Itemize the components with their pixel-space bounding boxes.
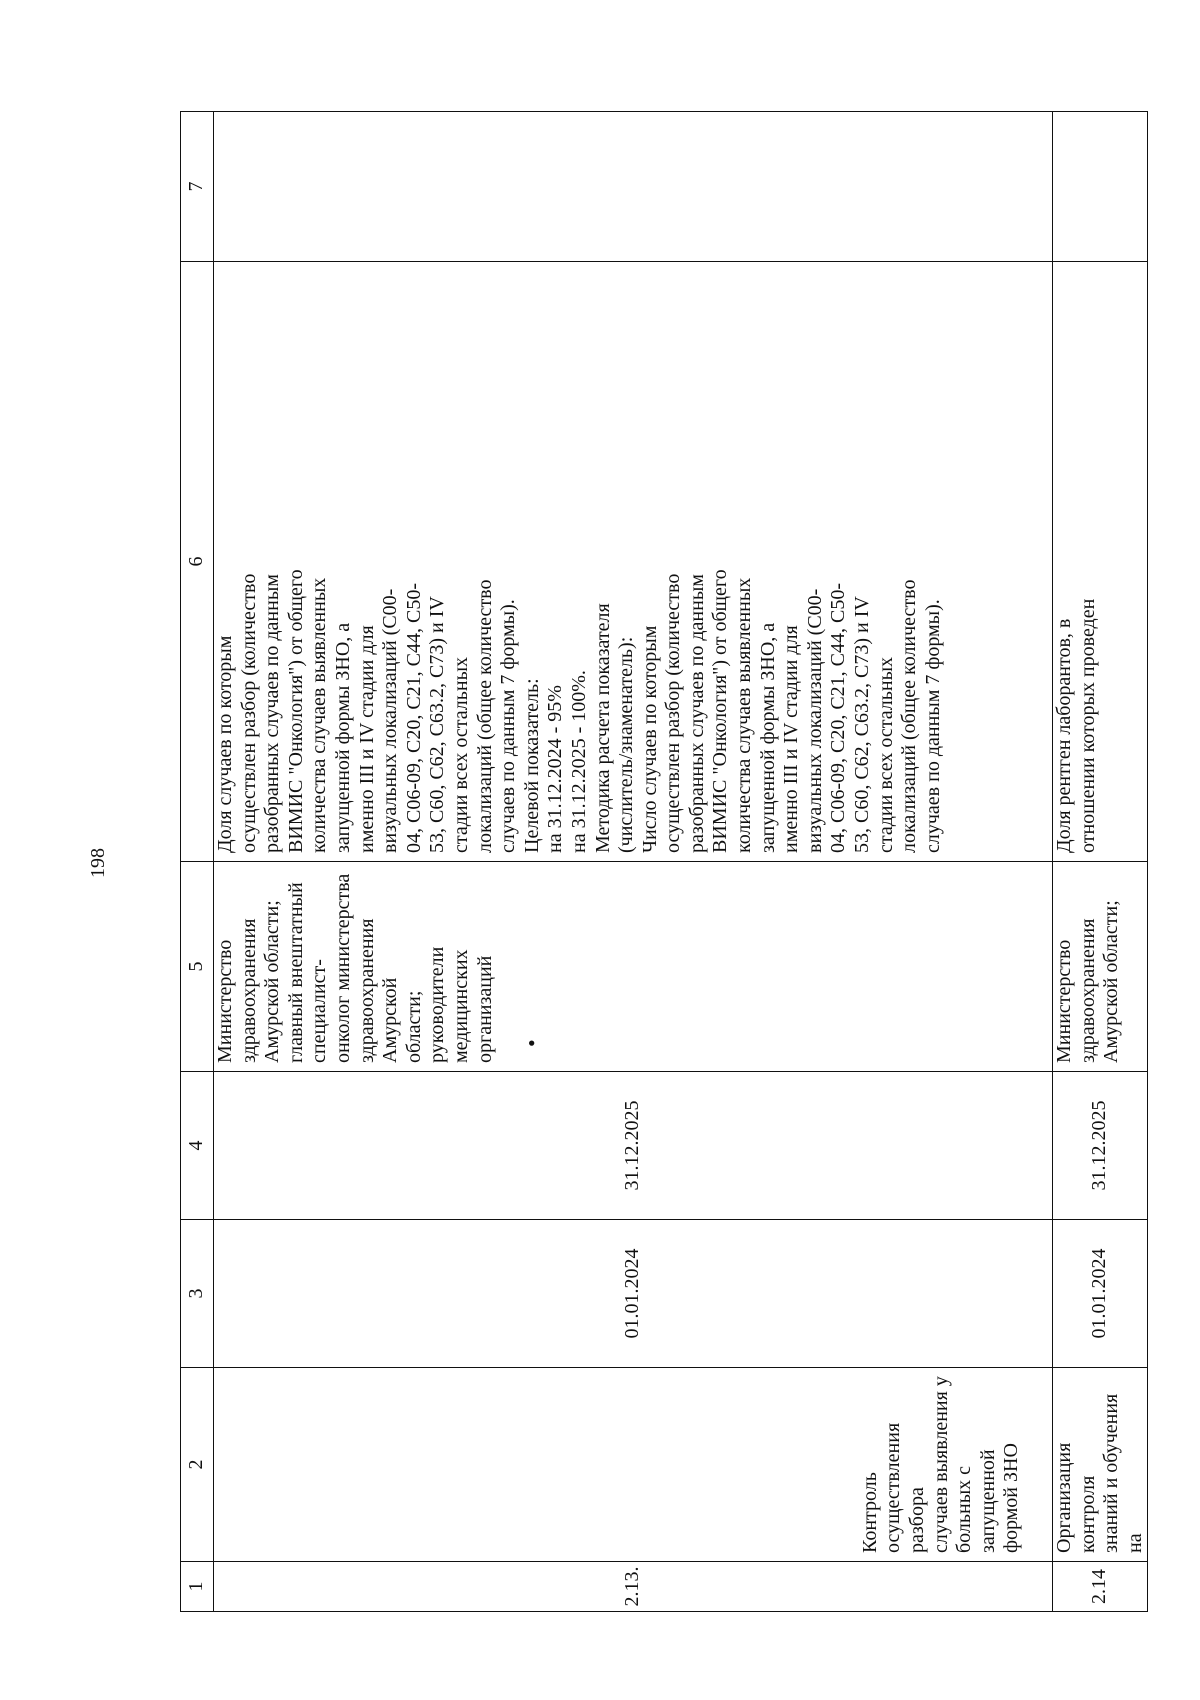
header-row	[181, 112, 214, 1612]
row-number-cell	[214, 1562, 1053, 1612]
col-header-7: 7	[181, 112, 214, 262]
measure-cell	[214, 1368, 1053, 1562]
start-date: 01.01.2024	[1088, 1248, 1111, 1339]
table-row-2-14	[1053, 112, 1148, 1612]
measure-text: Контроль осуществления разбора случаев выявления у больных с запущенной формой ЗНО	[858, 1376, 1023, 1553]
note-cell	[214, 112, 1053, 262]
indicator-text: Доля рентген лаборантов, в отношении которых проведен	[1053, 598, 1099, 853]
end-date-cell	[214, 1072, 1053, 1220]
responsible-text: Министерство здравоохранения Амурской области; главный внештатный специалист- онколог министерства здравоохранения Амурской области; руководители медицинских организаций	[214, 873, 496, 1063]
start-date-cell	[214, 1220, 1053, 1368]
responsible-cell	[214, 862, 1053, 1072]
end-date-cell	[1053, 1072, 1148, 1220]
indicator-text: Доля случаев по которым осуществлен разбор (количество разобранных случаев по данным ВИМИС "Онкология") от общего количества случаев выявленных запущенной формы ЗНО, а именно III и IV стадии для визуальных локализаций (C00- 04, C06-09, C20, C21, C44, C50- 53, C60, C62, C63.2, C73) и IV стадии всех остальных локализаций (общее количество случаев по данным 7 формы). Целевой показатель: на 31.12.2024 - 95% на 31.12.2025 - 100%. Методика расчета показателя (числитель/знаменатель): Число случаев по которым осуществлен разбор (количество разобранных случаев по данным ВИМИС "Онкология") от общего количества случаев выявленных запущенной формы ЗНО, а именно III и IV стадии для визуальных локализаций (C00- 04, C06-09, C20, C21, C44, C50- 53, C60, C62, C63.2, C73) и IV стадии всех остальных локализаций (общее количество случаев по данным 7 формы).	[214, 569, 944, 853]
indicator-cell	[214, 262, 1053, 862]
responsible-cell	[1053, 862, 1148, 1072]
start-date: 01.01.2024	[621, 1248, 644, 1339]
row-number: 2.13.	[621, 1566, 644, 1607]
end-date: 31.12.2025	[621, 1100, 644, 1191]
col-header-4: 4	[181, 1072, 214, 1220]
start-date-cell	[1053, 1220, 1148, 1368]
measure-cell	[1053, 1368, 1148, 1562]
col-header-2: 2	[181, 1368, 214, 1562]
page-number: 198	[87, 848, 109, 878]
measures-table	[180, 111, 1148, 1612]
rotated-table-wrapper	[180, 112, 1146, 1612]
indicator-cell	[1053, 262, 1148, 862]
responsible-text: Министерство здравоохранения Амурской области;	[1053, 900, 1123, 1063]
row-number-cell	[1053, 1562, 1148, 1612]
col-header-1: 1	[181, 1562, 214, 1612]
col-header-6: 6	[181, 262, 214, 862]
note-cell	[1053, 112, 1148, 262]
col-header-5: 5	[181, 862, 214, 1072]
col-header-3: 3	[181, 1220, 214, 1368]
table-row-2-13	[214, 112, 1053, 1612]
row-number: 2.14	[1088, 1569, 1111, 1604]
measure-text: Организация контроля знаний и обучения на	[1053, 1393, 1146, 1553]
end-date: 31.12.2025	[1088, 1100, 1111, 1191]
stray-mark: •	[519, 1039, 544, 1047]
